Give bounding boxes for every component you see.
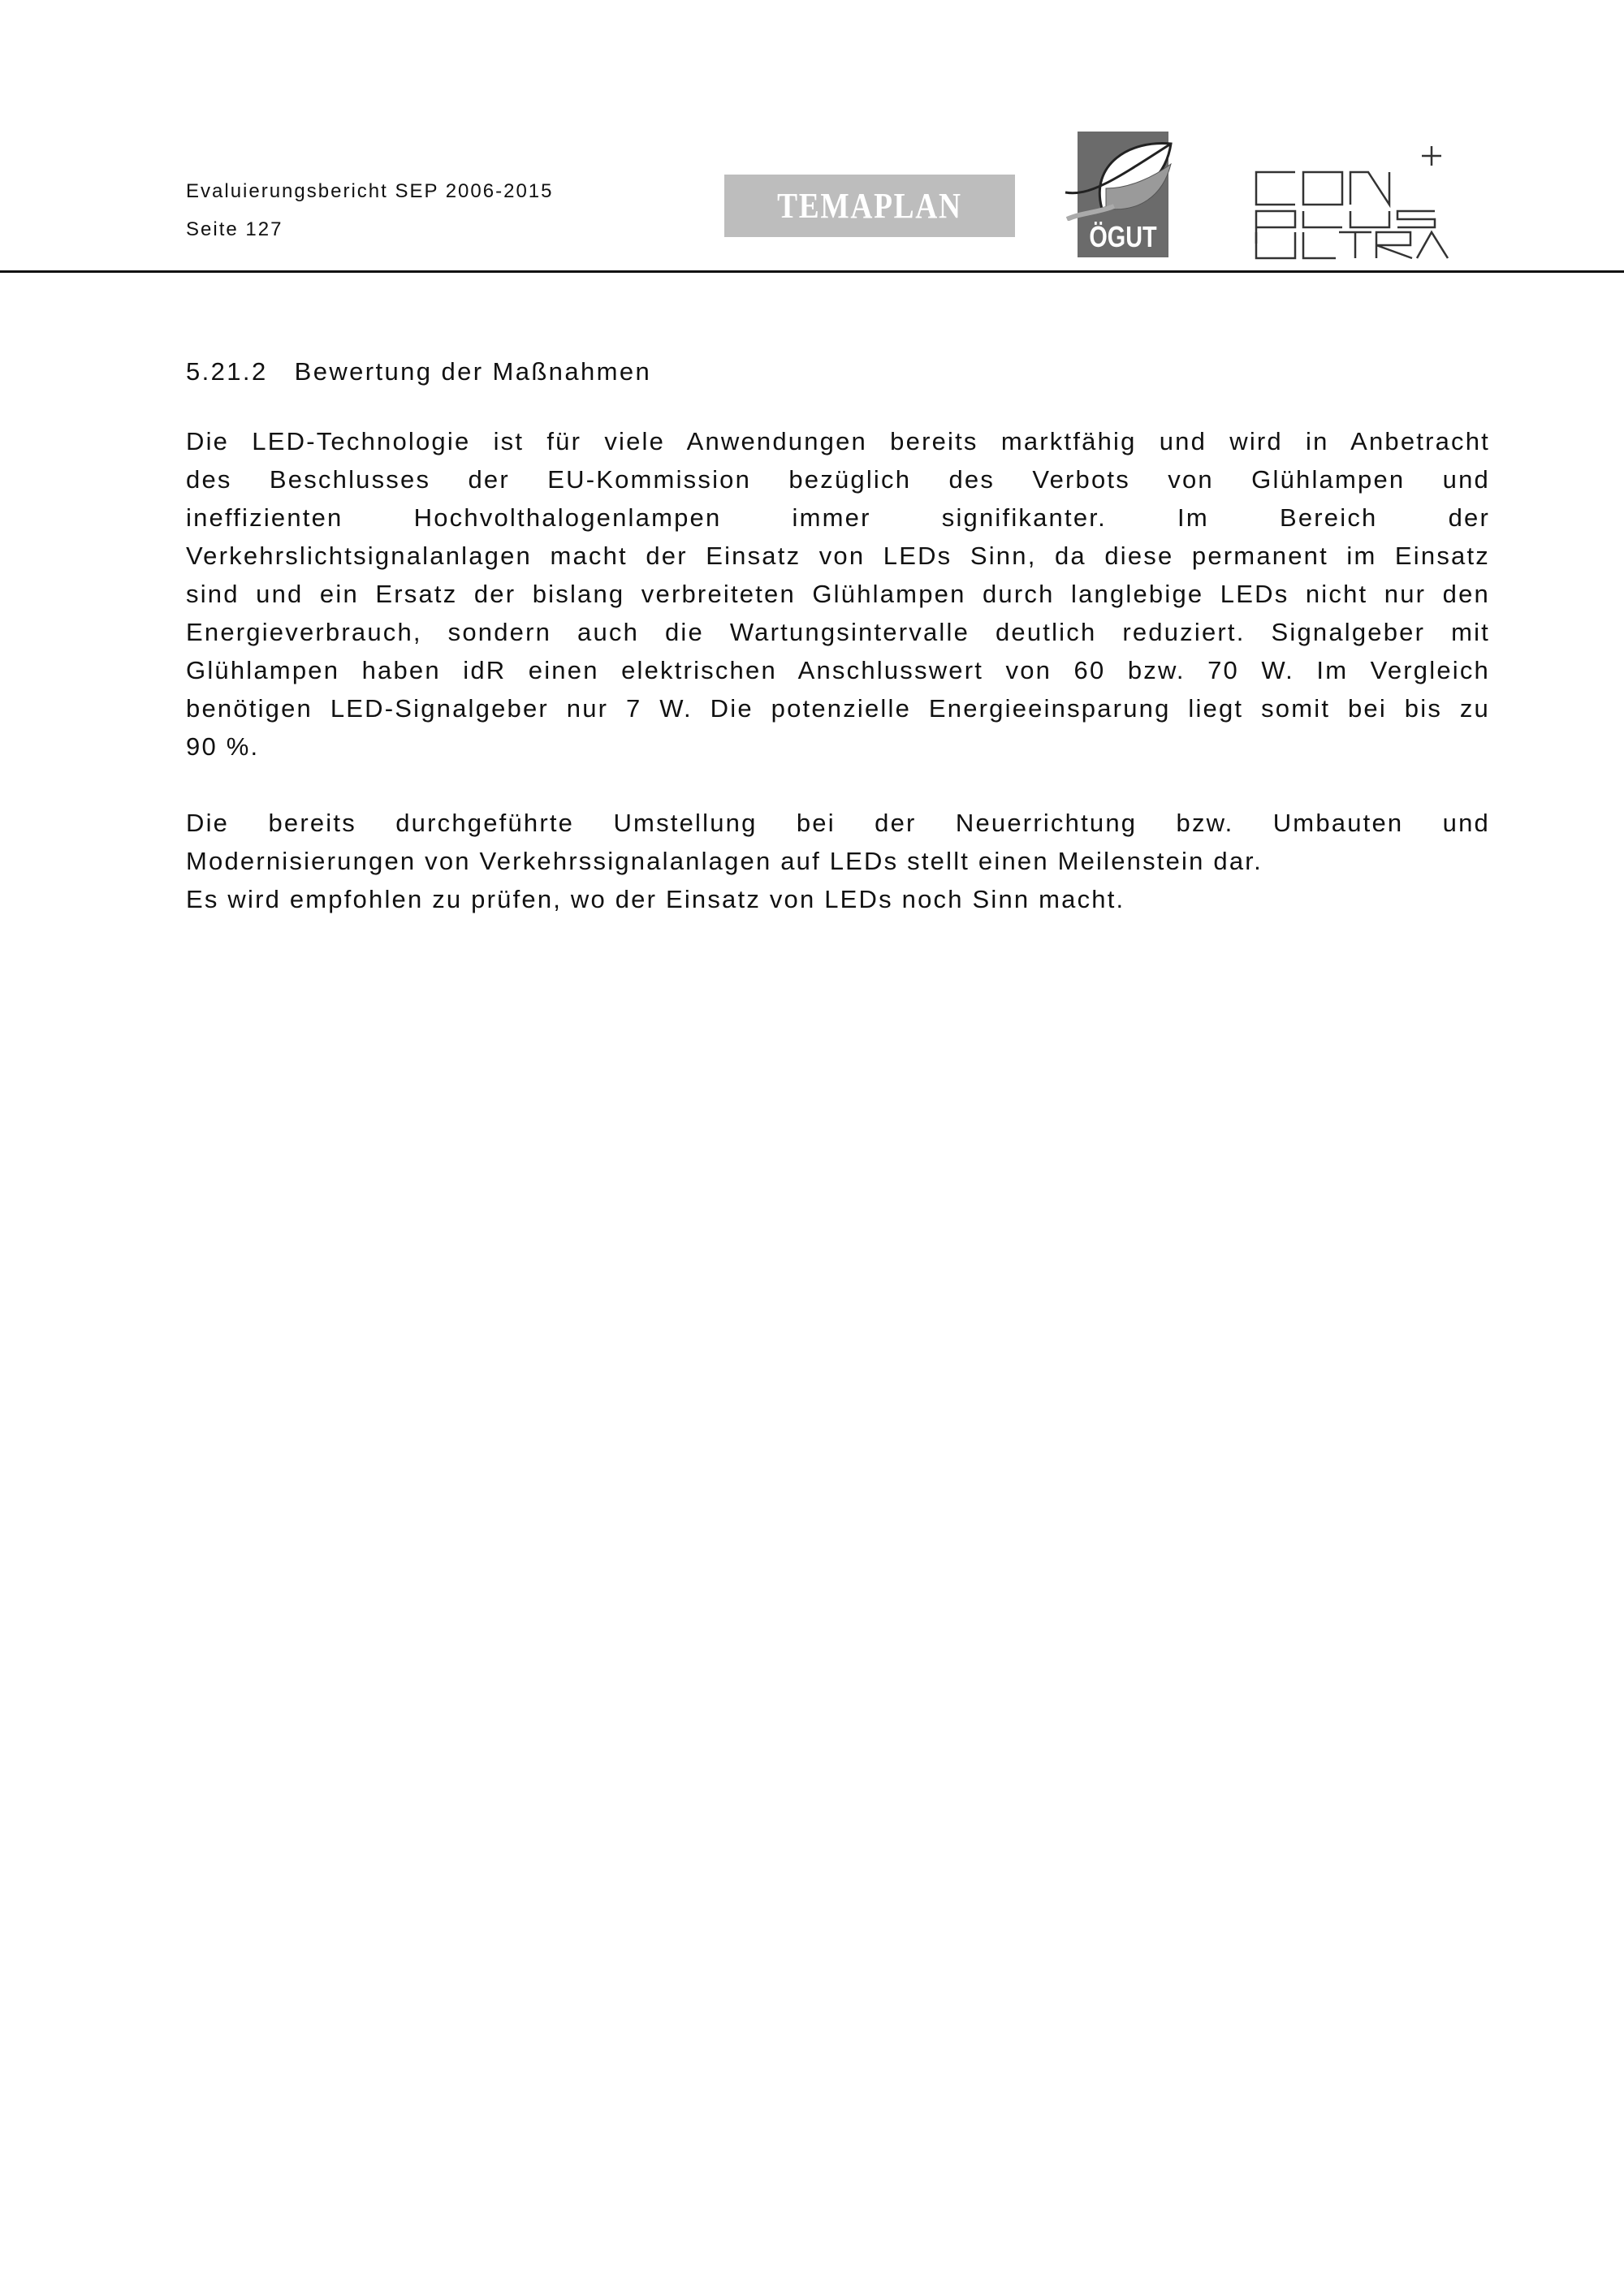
ogut-logo [1078, 132, 1168, 257]
paragraph-1 [186, 422, 1490, 766]
page-number: Seite 127 [186, 218, 283, 240]
leaf-icon [1057, 132, 1187, 221]
paragraph-2 [186, 804, 1490, 918]
ogut-logo-text: ÖGUT [1089, 220, 1157, 253]
text-line: Energieverbrauch, sondern auch die Wartungsintervalle deutlich reduziert. Signalgeber mit [186, 618, 1490, 646]
section-title: Bewertung der Maßnahmen [294, 357, 652, 386]
text-line: Die bereits durchgeführte Umstellung bei der Neuerrichtung bzw. Umbauten und [186, 809, 1490, 837]
text-line: 90 %. [186, 732, 260, 761]
text-line: ineffizienten Hochvolthalogenlampen immer signifikanter. Im Bereich der [186, 503, 1490, 532]
report-title: Evaluierungsbericht SEP 2006-2015 [186, 180, 554, 202]
temaplan-logo [724, 175, 1015, 237]
text-line: Modernisierungen von Verkehrssignalanlagen auf LEDs stellt einen Meilenstein dar. [186, 847, 1263, 875]
temaplan-logo-text: TEMAPLAN [777, 186, 962, 226]
text-line: Glühlampen haben idR einen elektrischen Anschlusswert von 60 bzw. 70 W. Im Vergleich [186, 656, 1490, 684]
text-line: Es wird empfohlen zu prüfen, wo der Einsatz von LEDs noch Sinn macht. [186, 885, 1125, 913]
section-number: 5.21.2 [186, 357, 268, 386]
section-heading [186, 352, 651, 391]
text-line: sind und ein Ersatz der bislang verbreiteten Glühlampen durch langlebige LEDs nicht nur den [186, 580, 1490, 608]
con-plus-ultra-logo [1255, 146, 1449, 260]
text-line: Verkehrslichtsignalanlagen macht der Einsatz von LEDs Sinn, da diese permanent im Einsatz [186, 542, 1490, 570]
text-line: Die LED-Technologie ist für viele Anwendungen bereits marktfähig und wird in Anbetracht [186, 427, 1490, 455]
header-divider [0, 270, 1624, 273]
text-line: des Beschlusses der EU-Kommission bezüglich des Verbots von Glühlampen und [186, 465, 1490, 494]
text-line: benötigen LED-Signalgeber nur 7 W. Die potenzielle Energieeinsparung liegt somit bei bis zu [186, 694, 1490, 723]
